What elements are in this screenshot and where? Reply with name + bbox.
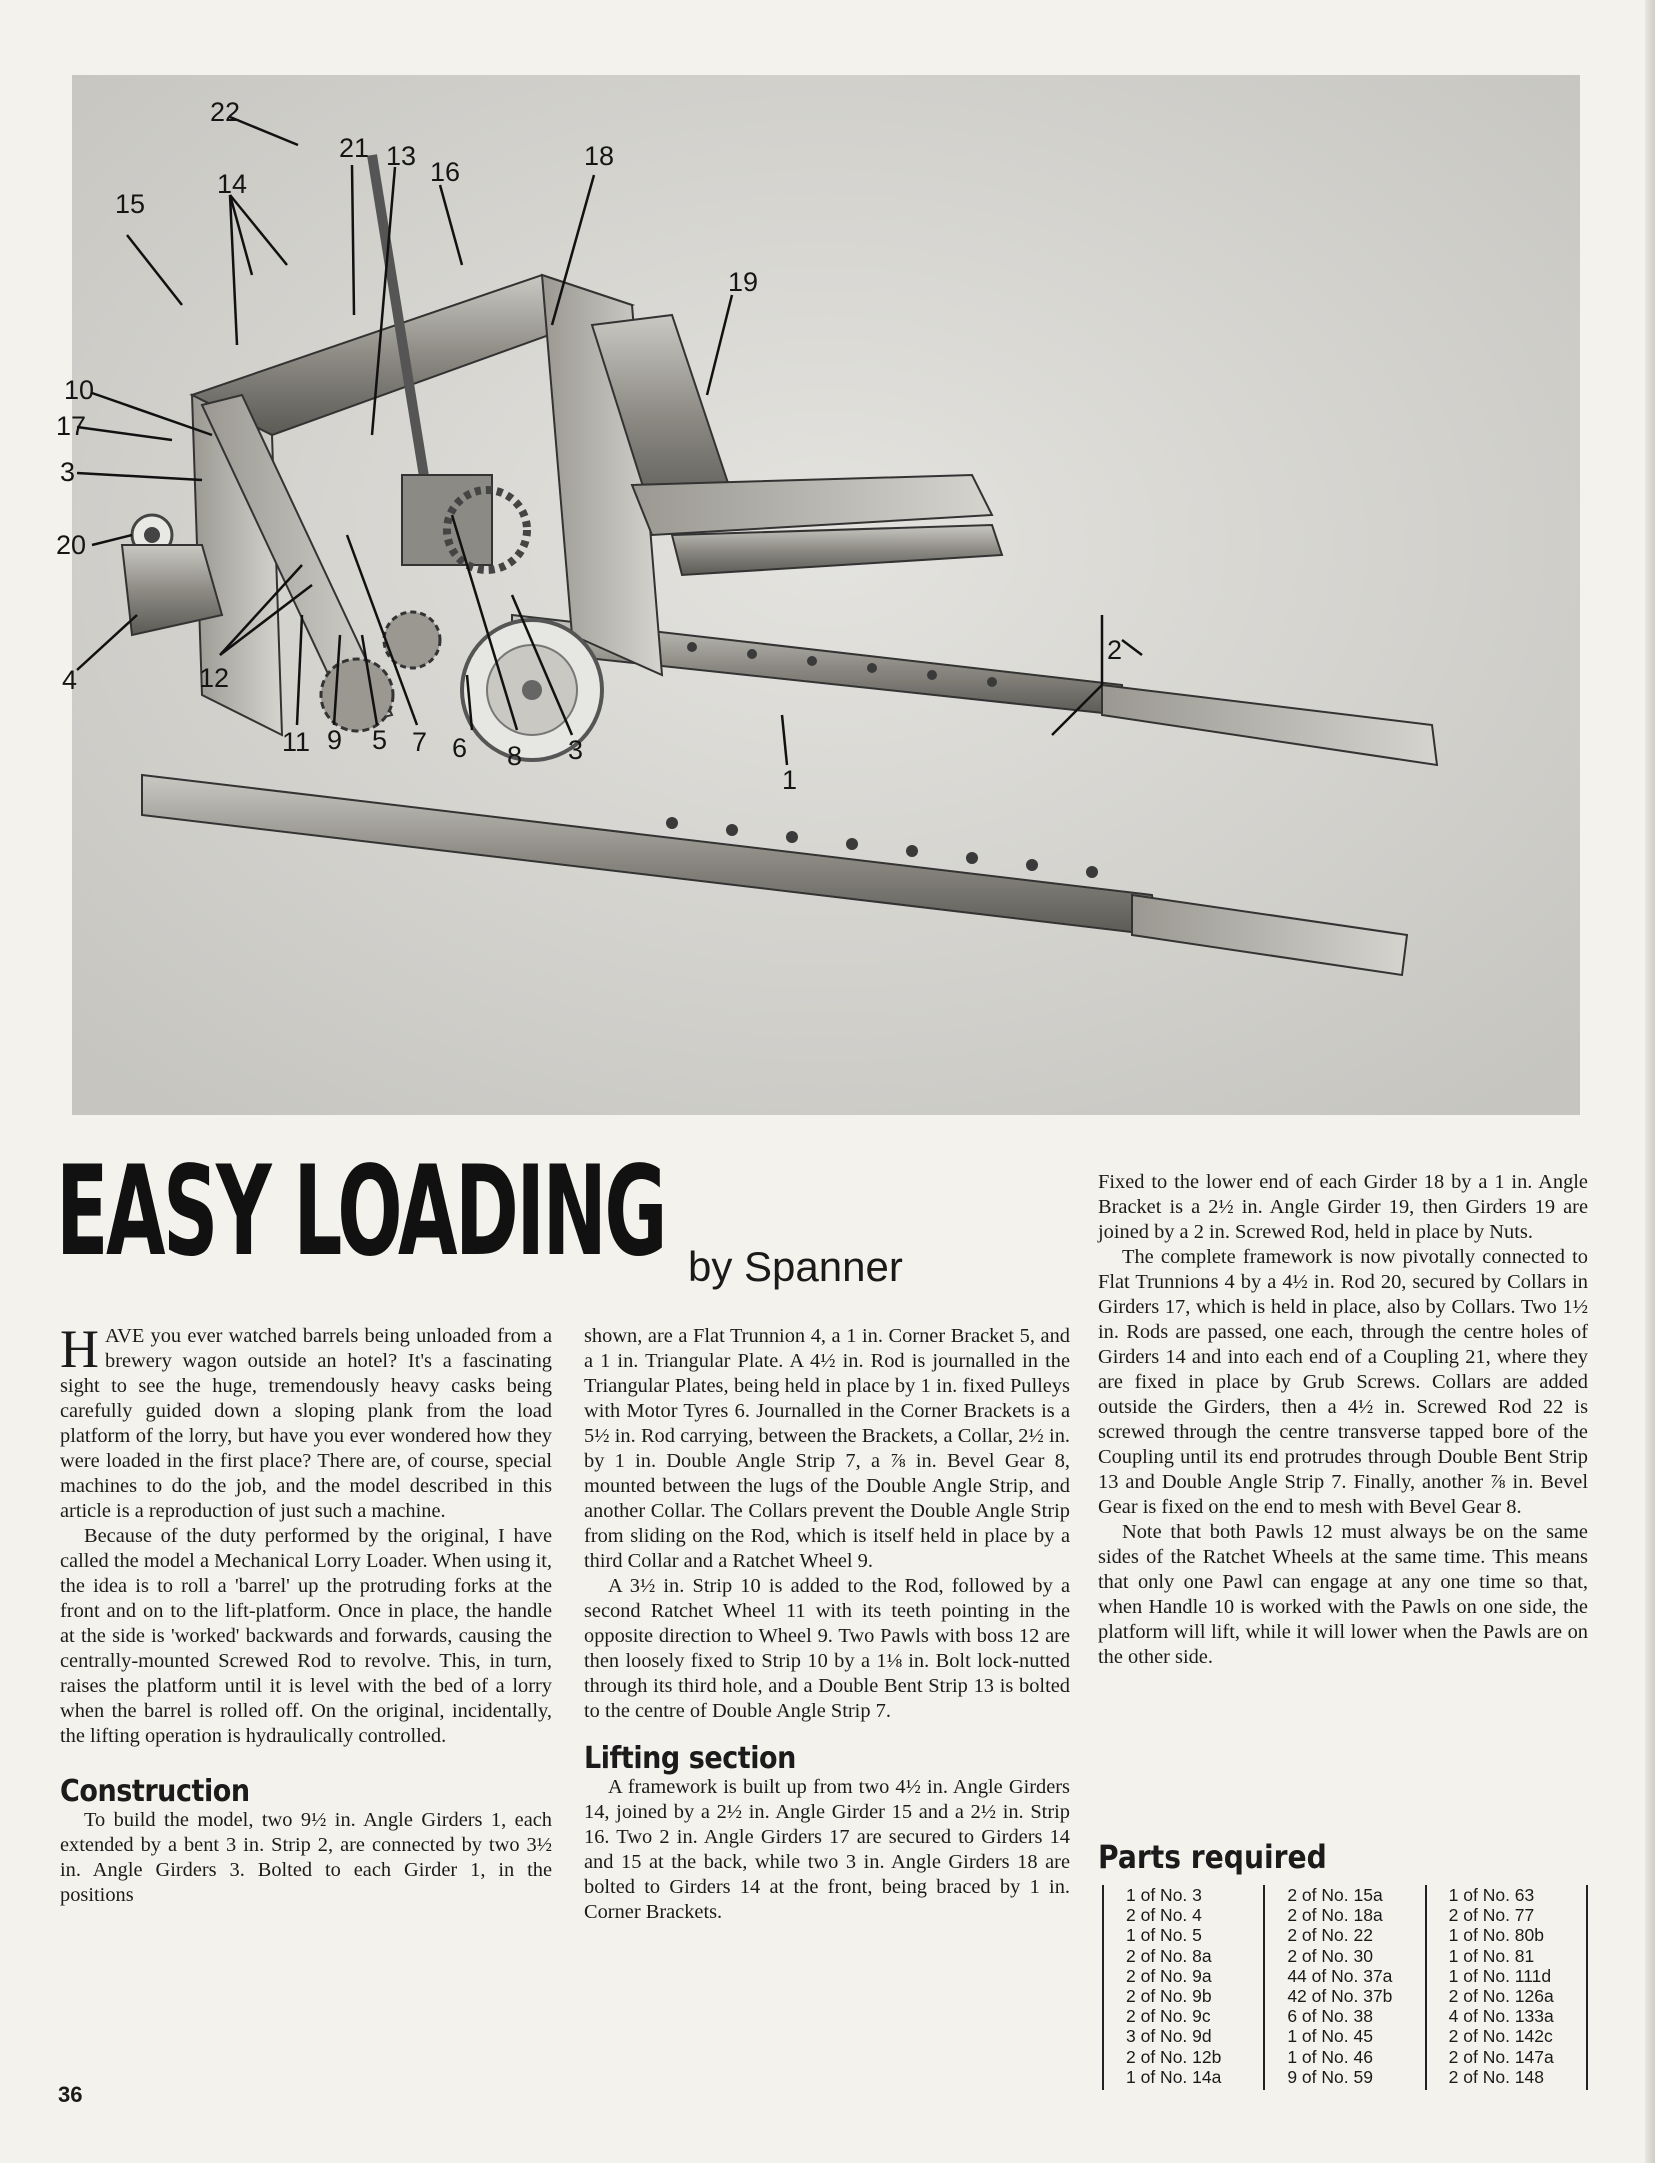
part-item: 1 of No. 81 <box>1448 1945 1535 1966</box>
paragraph: A framework is built up from two 4½ in. Angle Girders 14, joined by a 2½ in. Angle Girder 15 and a 2½ in. Strip 16. Two 2 in. Angle Girders 17 are secured to Girders 14 and 15 at the back, while two 3 in. Angle Girders 18 are bolted to Girders 14 at the front, being braced by 1 in. Corner Brackets. <box>584 1776 1070 1923</box>
callout-20: 20 <box>56 530 87 560</box>
parts-column-3 <box>1427 1885 1588 2090</box>
callout-2: 2 <box>1107 635 1123 665</box>
text-column-3 <box>1098 1170 1588 1670</box>
part-item: 2 of No. 126a <box>1448 1986 1554 2007</box>
callout-14: 14 <box>217 169 248 199</box>
callout-9: 9 <box>327 725 343 755</box>
model-photograph <box>56 75 1580 1115</box>
part-item: 1 of No. 63 <box>1448 1885 1535 1905</box>
callout-18: 18 <box>584 141 615 171</box>
callout-12: 12 <box>199 663 230 693</box>
part-item: 2 of No. 12b <box>1126 2046 1222 2067</box>
callout-22: 22 <box>210 97 241 127</box>
parts-column-1 <box>1104 1885 1265 2090</box>
paragraph: Because of the duty performed by the original, I have called the model a Mechanical Lorry Loader. When using it, the idea is to roll a 'barrel' up the protruding forks at the front and on to the lift-platform. Once in place, the handle at the side is 'worked' backwards and forwards, causing the centrally-mounted Screwed Rod to revolve. This, in turn, raises the platform until it is level with the bed of a lorry when the barrel is rolled off. On the original, incidentally, the lifting operation is hydraulically controlled. <box>60 1525 552 1747</box>
intro-paragraph: HAVE you ever watched barrels being unloaded from a brewery wagon outside an hotel? It's a fascinating sight to see the huge, tremendously heavy casks being carefully guided down a sloping plank from the load platform of the lorry, but have you ever wondered how they were loaded in the first place? There are, of course, special machines to do the job, and the model described in this article is a reproduction of just such a machine. <box>60 1319 552 1522</box>
parts-required-heading: Parts required <box>1098 1838 1327 1876</box>
part-item: 1 of No. 45 <box>1287 2026 1373 2047</box>
part-item: 1 of No. 111d <box>1448 1965 1552 1986</box>
article-byline: by Spanner <box>688 1243 903 1290</box>
callout-3-right: 3 <box>568 735 584 765</box>
callout-11: 11 <box>282 727 311 757</box>
callout-7: 7 <box>412 727 428 757</box>
paragraph: shown, are a Flat Trunnion 4, a 1 in. Corner Bracket 5, and a 1 in. Triangular Plate. A 4½ in. Rod is journalled in the Triangular Plates, being held in place by 1 in. fixed Pulleys with Motor Tyres 6. Journalled in the Corner Brackets is a 5½ in. Rod carrying, between the Brackets, a Collar, 2½ in. by 1 in. Double Angle Strip 7, a ⅞ in. Bevel Gear 8, mounted between the lugs of the Double Angle Strip, and another Collar. The Collars prevent the Double Angle Strip from sliding on the Rod, which is itself held in place by a third Collar and a Ratchet Wheel 9. <box>584 1325 1070 1572</box>
part-item: 2 of No. 142c <box>1448 2026 1553 2047</box>
callout-21: 21 <box>339 133 370 163</box>
callout-10: 10 <box>64 375 95 405</box>
section-heading-construction: Construction <box>60 1774 250 1809</box>
callout-17: 17 <box>56 411 87 441</box>
callout-19: 19 <box>728 267 759 297</box>
part-item: 2 of No. 22 <box>1287 1925 1373 1946</box>
callout-1: 1 <box>782 765 798 795</box>
part-item: 2 of No. 77 <box>1448 1905 1535 1926</box>
callout-15: 15 <box>115 189 146 219</box>
model-illustration <box>72 75 1580 1115</box>
part-item: 1 of No. 14a <box>1126 2066 1222 2087</box>
part-item: 1 of No. 46 <box>1287 2046 1373 2067</box>
paragraph: The complete framework is now pivotally connected to Flat Trunnions 4 by a 4½ in. Rod 20, secured by Collars in Girders 17, which is held in place, also by Collars. Two 1½ in. Rods are passed, one each, through the centre holes of Girders 14 and into each end of a Coupling 21, where they are fixed in place by Grub Screws. Collars are added outside the Girders, then a 4½ in. Screwed Rod 22 is screwed through the centre transverse tapped bore of the Coupling until its end protrudes through Double Bent Strip 13 and Double Angle Strip 7. Finally, another ⅞ in. Bevel Gear is fixed on the end to mesh with Bevel Gear 8. <box>1098 1246 1588 1518</box>
part-item: 2 of No. 30 <box>1287 1945 1373 1966</box>
callout-3-left: 3 <box>60 457 76 487</box>
part-item: 2 of No. 8a <box>1126 1945 1212 1966</box>
callout-13: 13 <box>386 141 417 171</box>
callout-16: 16 <box>430 157 461 187</box>
part-item: 2 of No. 9a <box>1126 1965 1212 1986</box>
part-item: 9 of No. 59 <box>1287 2066 1373 2087</box>
part-item: 6 of No. 38 <box>1287 2006 1373 2027</box>
drop-cap: H <box>60 1319 99 1379</box>
part-item: 44 of No. 37a <box>1287 1965 1393 1986</box>
callout-4: 4 <box>62 665 78 695</box>
part-item: 4 of No. 133a <box>1448 2006 1554 2027</box>
part-item: 2 of No. 9c <box>1126 2006 1211 2027</box>
part-item: 1 of No. 5 <box>1126 1925 1202 1946</box>
part-item: 3 of No. 9d <box>1126 2026 1212 2047</box>
part-item: 1 of No. 3 <box>1126 1885 1202 1905</box>
article-title: EASY LOADING <box>56 1140 665 1284</box>
page-number: 36 <box>58 2082 83 2107</box>
paragraph: A 3½ in. Strip 10 is added to the Rod, followed by a second Ratchet Wheel 11 with its teeth pointing in the opposite direction to Wheel 9. Two Pawls with boss 12 are then loosely fixed to Strip 10 by a 1⅛ in. Bolt lock-nutted through its third hole, and a Double Bent Strip 13 is bolted to the centre of Double Angle Strip 7. <box>584 1575 1070 1722</box>
callout-8: 8 <box>507 741 523 771</box>
part-item: 42 of No. 37b <box>1287 1986 1393 2007</box>
text-column-2 <box>584 1324 1070 1925</box>
paragraph: Note that both Pawls 12 must always be on the same sides of the Ratchet Wheels at the same time. This means that only one Pawl can engage at any one time so that, when Handle 10 is worked with the Pawls on one side, the platform will lift, while it will lower when the Pawls are on the other side. <box>1098 1521 1588 1668</box>
part-item: 2 of No. 18a <box>1287 1905 1383 1926</box>
part-item: 2 of No. 15a <box>1287 1885 1383 1905</box>
part-item: 1 of No. 80b <box>1448 1925 1545 1946</box>
paragraph: Fixed to the lower end of each Girder 18 by a 1 in. Angle Bracket is a 2½ in. Angle Girder 19, then Girders 19 are joined by a 2 in. Screwed Rod, held in place by Nuts. <box>1098 1171 1588 1243</box>
text-column-1 <box>60 1319 552 1908</box>
callout-6: 6 <box>452 733 468 763</box>
part-item: 2 of No. 148 <box>1448 2066 1545 2087</box>
paragraph: To build the model, two 9½ in. Angle Girders 1, each extended by a bent 3 in. Strip 2, are connected by two 3½ in. Angle Girders 3. Bolted to each Girder 1, in the positions <box>60 1809 552 1906</box>
part-item: 2 of No. 9b <box>1126 1986 1212 2007</box>
part-item: 2 of No. 4 <box>1126 1905 1202 1926</box>
parts-table <box>1102 1885 1588 2090</box>
parts-column-2 <box>1265 1885 1426 2090</box>
section-heading-lifting: Lifting section <box>584 1741 796 1776</box>
page-edge-shadow <box>1645 0 1655 2163</box>
callout-5: 5 <box>372 725 388 755</box>
part-item: 2 of No. 147a <box>1448 2046 1554 2067</box>
